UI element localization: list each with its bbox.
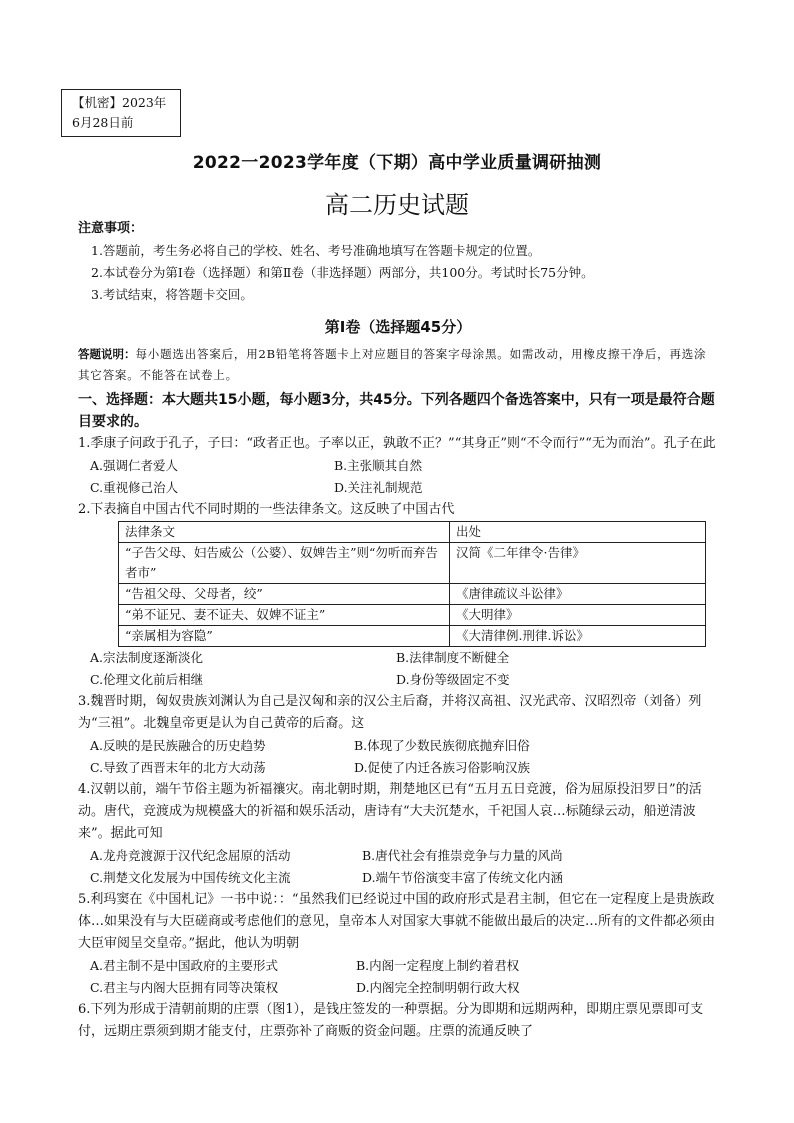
question-4-option-a: A.龙舟竞渡源于汉代纪念屈原的活动 bbox=[90, 848, 291, 863]
question-4-stem: 4.汉朝以前，端午节俗主题为祈福禳灾。南北朝时期，荆楚地区已有“五月五日竞渡，俗为屈原投汨罗日”的活动。唐代，竞渡成为规模盛大的祈福和娱乐活动，唐诗有“大夫沉楚水，千祀国人哀…标随绿云动，船逆清波来”。据此可知 bbox=[78, 782, 702, 841]
law-source-cell: 《大清律例.刑律.诉讼》 bbox=[450, 626, 706, 647]
question-5-option-d: D.内阁完全控制明朝行政大权 bbox=[356, 980, 520, 995]
question-1-stem: 1.季康子问政于孔子，子曰：“政者正也。子率以正，孰敢不正？”“其身正”则“不令而行”“无为而治”。孔子在此 bbox=[78, 436, 716, 451]
question-3-option-b: B.体现了少数民族彻底抛弃旧俗 bbox=[354, 738, 530, 753]
exam-body bbox=[78, 218, 718, 1043]
law-table-header-row bbox=[119, 522, 706, 543]
question-2-option-b: B.法律制度不断健全 bbox=[396, 650, 510, 665]
question-3-option-d: D.促使了内迁各族习俗影响汉族 bbox=[354, 760, 531, 775]
instructions-label: 答题说明： bbox=[78, 347, 136, 361]
note-item-1: 1.答题前，考生务必将自己的学校、姓名、考号准确地填写在答题卡规定的位置。 bbox=[91, 243, 541, 258]
question-4-options-row-1 bbox=[78, 845, 718, 867]
instructions-text: 每小题选出答案后，用2B铅笔将答题卡上对应题目的答案字母涂黑。如需改动，用橡皮擦干净后，再选涂其它答案。不能答在试卷上。 bbox=[78, 347, 707, 382]
question-5-option-b: B.内阁一定程度上制约着君权 bbox=[356, 958, 520, 973]
question-3-option-c: C.导致了西晋末年的北方大动荡 bbox=[90, 760, 266, 775]
law-clause-cell: “子告父母、妇告威公（公婆）、奴婢告主”则“勿听而弃告者市” bbox=[119, 543, 450, 584]
section-heading: 第Ⅰ卷（选择题45分） bbox=[324, 318, 472, 336]
law-clause-cell: “亲属相为容隐” bbox=[119, 626, 450, 647]
law-clause-cell: “弟不证兄、妻不证夫、奴婢不证主” bbox=[119, 605, 450, 626]
question-5-option-a: A.君主制不是中国政府的主要形式 bbox=[90, 958, 279, 973]
question-3-options-row-2 bbox=[78, 757, 718, 779]
subject-title: 高二历史试题 bbox=[325, 191, 469, 219]
law-table-header: 出处 bbox=[450, 522, 706, 543]
question-5-options-row-1 bbox=[78, 955, 718, 977]
question-2-option-c: C.伦理文化前后相继 bbox=[90, 672, 204, 687]
question-4-option-b: B.唐代社会有推崇竞争与力量的风尚 bbox=[362, 848, 563, 863]
question-3-option-a: A.反映的是民族融合的历史趋势 bbox=[90, 738, 266, 753]
note-item-3: 3.考试结束，将答题卡交回。 bbox=[91, 287, 253, 302]
question-5-option-c: C.君主与内阁大臣拥有同等决策权 bbox=[90, 980, 279, 995]
law-source-cell: 《唐律疏议斗讼律》 bbox=[450, 584, 706, 605]
table-row bbox=[119, 605, 706, 626]
law-table-header: 法律条文 bbox=[119, 522, 450, 543]
law-source-cell: 汉简《二年律令·告律》 bbox=[450, 543, 706, 584]
question-4-option-d: D.端午节俗演变丰富了传统文化内涵 bbox=[362, 870, 564, 885]
note-item-2: 2.本试卷分为第Ⅰ卷（选择题）和第Ⅱ卷（非选择题）两部分，共100分。考试时长75分钟。 bbox=[91, 265, 594, 280]
question-3-options-row-1 bbox=[78, 735, 718, 757]
question-2-stem: 2.下表摘自中国古代不同时期的一些法律条文。这反映了中国古代 bbox=[78, 502, 455, 517]
exam-title: 2022一2023学年度（下期）高中学业质量调研抽测 bbox=[192, 153, 602, 173]
question-1-option-b: B.主张顺其自然 bbox=[334, 458, 423, 473]
question-1-options-row-1 bbox=[78, 455, 718, 477]
question-1-option-d: D.关注礼制规范 bbox=[334, 480, 423, 495]
question-3-stem: 3.魏晋时期，匈奴贵族刘渊认为自己是汉匈和亲的汉公主后裔，并将汉高祖、汉光武帝、汉昭烈帝（刘备）列为“三祖”。北魏皇帝更是认为自己黄帝的后裔。这 bbox=[78, 694, 702, 731]
question-5-options-row-2 bbox=[78, 977, 718, 999]
table-row bbox=[119, 543, 706, 584]
law-table bbox=[118, 521, 706, 647]
confidential-stamp-box bbox=[61, 89, 181, 137]
question-4-option-c: C.荆楚文化发展为中国传统文化主流 bbox=[90, 870, 291, 885]
question-6-stem: 6.下列为形成于清朝前期的庄票（图1），是钱庄签发的一种票据。分为即期和远期两种，即期庄票见票即可支付，远期庄票须到期才能支付，庄票弥补了商贩的资金问题。庄票的流通反映了 bbox=[78, 1002, 704, 1039]
law-clause-cell: “告祖父母、父母者，绞” bbox=[119, 584, 450, 605]
confidential-line-1: 【机密】2023年 bbox=[72, 95, 167, 110]
notes-heading: 注意事项： bbox=[78, 221, 144, 236]
answer-instructions bbox=[78, 344, 718, 386]
part-heading: 一、选择题：本大题共15小题，每小题3分，共45分。下列各题四个备选答案中，只有一项是最符合题目要求的。 bbox=[78, 392, 715, 430]
table-row bbox=[119, 626, 706, 647]
confidential-line-2: 6月28日前 bbox=[72, 115, 134, 130]
law-source-cell: 《大明律》 bbox=[450, 605, 706, 626]
question-2-option-a: A.宗法制度逐渐淡化 bbox=[90, 650, 204, 665]
question-5-stem: 5.利玛窦在《中国札记》一书中说：：“虽然我们已经说过中国的政府形式是君主制，但它在一定程度上是贵族政体…如果没有与大臣磋商或考虑他们的意见，皇帝本人对国家大事就不能做出最后的决定…所有的文件都必须由大臣审阅呈交皇帝。”据此，他认为明朝 bbox=[78, 892, 716, 951]
question-2-options-row-2 bbox=[78, 669, 718, 691]
question-4-options-row-2 bbox=[78, 867, 718, 889]
question-1-option-c: C.重视修己治人 bbox=[90, 480, 179, 495]
question-1-options-row-2 bbox=[78, 477, 718, 499]
question-2-options-row-1 bbox=[78, 647, 718, 669]
question-1-option-a: A.强调仁者爱人 bbox=[90, 458, 179, 473]
table-row bbox=[119, 584, 706, 605]
question-2-option-d: D.身份等级固定不变 bbox=[396, 672, 510, 687]
